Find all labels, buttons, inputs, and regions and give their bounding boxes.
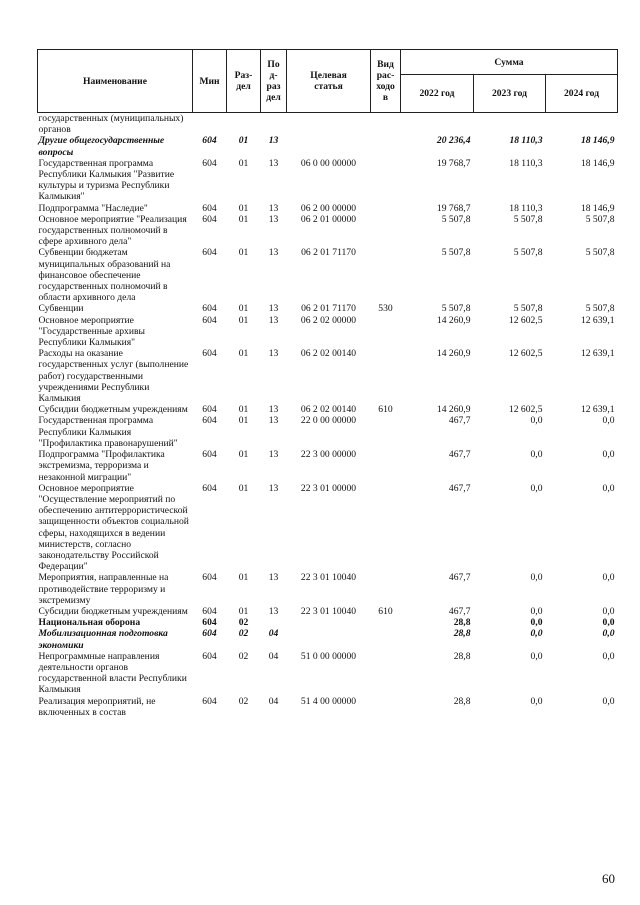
row-sum-2022: 28,8	[453, 650, 471, 662]
row-name: Расходы на оказание государственных услуг (выполнение работ) государственными учреждениями Республики Калмыкия	[38, 348, 189, 405]
col-name-header: Наименование	[38, 50, 193, 113]
row-section-code: 01	[238, 202, 249, 214]
table-row	[38, 651, 618, 696]
row-sum-2023: 0,0	[530, 695, 543, 707]
row-sum-2023: 12 602,5	[508, 404, 543, 416]
row-name: Другие общегосударственные вопросы	[38, 135, 165, 158]
row-sum-2023: 5 507,8	[513, 213, 543, 225]
table-row	[38, 303, 618, 314]
row-ministry-code: 604	[202, 303, 217, 315]
row-sum-2023: 0,0	[530, 628, 543, 640]
row-subsection-code: 13	[268, 314, 279, 326]
table-row	[38, 449, 618, 483]
table-body	[38, 113, 618, 718]
row-expense-type: 610	[378, 605, 393, 617]
row-section-code: 01	[238, 157, 249, 169]
row-sum-2022: 467,7	[448, 572, 471, 584]
row-sum-2024: 0,0	[602, 572, 615, 584]
row-target-article: 22 3 01 00000	[300, 482, 357, 494]
row-ministry-code: 604	[202, 404, 217, 416]
row-expense-type	[371, 696, 401, 718]
row-name: Подпрограмма "Наследие"	[38, 202, 148, 214]
row-ministry-code: 604	[202, 482, 217, 494]
row-name: Мобилизационная подготовка экономики	[38, 628, 168, 651]
row-sum-2024: 12 639,1	[580, 314, 615, 326]
row-sum-2023: 18 110,3	[509, 135, 543, 147]
row-sum-2022: 467,7	[448, 605, 471, 617]
row-expense-type	[371, 158, 401, 203]
row-expense-type	[371, 135, 401, 157]
row-sum-2024: 0,0	[602, 415, 615, 427]
row-target-article: 22 3 00 00000	[300, 449, 357, 461]
row-target-article	[287, 617, 371, 628]
row-sum-2023: 18 110,3	[509, 202, 543, 214]
row-sum-2022: 20 236,4	[436, 135, 471, 147]
table-row	[38, 606, 618, 617]
row-target-article: 06 0 00 00000	[300, 157, 357, 169]
row-sum-2024: 18 146,9	[580, 202, 615, 214]
row-target-article: 06 2 02 00140	[300, 404, 357, 416]
row-ministry-code: 604	[202, 449, 217, 461]
row-ministry-code: 604	[202, 314, 217, 326]
row-name: Субвенции бюджетам муниципальных образований на финансовое обеспечение государственных полномочий в области архивного дела	[38, 247, 171, 304]
row-sum-2022: 5 507,8	[441, 213, 471, 225]
row-section-code: 01	[238, 213, 249, 225]
col-vid-header: Вид рас- ходо в	[371, 50, 401, 113]
row-sum-2024: 0,0	[602, 628, 615, 640]
row-sum-2023: 0,0	[530, 482, 543, 494]
row-ministry-code: 604	[202, 605, 217, 617]
row-expense-type	[371, 628, 401, 650]
row-ministry-code: 604	[202, 617, 217, 629]
row-sum-2024: 0,0	[602, 482, 615, 494]
row-target-article: 22 3 01 10040	[300, 605, 357, 617]
row-subsection-code: 13	[268, 449, 279, 461]
row-name: Подпрограмма "Профилактика экстремизма, терроризма и незаконной миграции"	[38, 449, 165, 483]
row-sum-2023: 5 507,8	[513, 247, 543, 259]
row-ministry-code: 604	[202, 202, 217, 214]
row-sum-2023: 0,0	[530, 415, 543, 427]
row-target-article: 06 2 01 00000	[300, 213, 357, 225]
row-subsection-code	[261, 113, 287, 136]
col-sum-header: Сумма	[401, 50, 618, 75]
col-razdel-header: Раз- дел	[227, 50, 261, 113]
row-target-article: 06 2 02 00140	[300, 348, 357, 360]
row-sum-2022: 19 768,7	[436, 157, 471, 169]
row-sum-2022: 467,7	[448, 449, 471, 461]
row-sum-2024: 0,0	[602, 650, 615, 662]
row-sum-2023: 5 507,8	[513, 303, 543, 315]
row-expense-type	[371, 449, 401, 483]
row-sum-2022: 14 260,9	[436, 314, 471, 326]
row-sum-2022: 14 260,9	[436, 404, 471, 416]
row-name: Непрограммные направления деятельности органов государственной власти Республики Калмыкия	[38, 650, 187, 696]
row-subsection-code: 13	[268, 348, 279, 360]
row-name: Основное мероприятие "Осуществление мероприятий по обеспечению антитеррористической защищенности объектов социальной сферы, находящихся в ведении министерств, согласно законодательству Российской Федерации"	[38, 482, 189, 573]
table-row	[38, 696, 618, 718]
row-expense-type	[371, 572, 401, 606]
row-target-article: 51 0 00 00000	[300, 650, 357, 662]
row-section-code: 01	[238, 404, 249, 416]
table-row	[38, 483, 618, 573]
table-row	[38, 572, 618, 606]
row-subsection-code: 04	[268, 650, 279, 662]
row-sum-2022: 28,8	[453, 628, 471, 640]
row-subsection-code: 13	[268, 303, 279, 315]
row-subsection-code: 13	[268, 157, 279, 169]
row-section-code: 01	[238, 247, 249, 259]
table-row	[38, 315, 618, 349]
row-sum-2023: 0,0	[530, 572, 543, 584]
row-sum-2022: 28,8	[453, 695, 471, 707]
table-row	[38, 415, 618, 449]
row-target-article	[287, 135, 371, 157]
row-ministry-code: 604	[202, 695, 217, 707]
row-expense-type	[371, 617, 401, 628]
row-sum-2024	[546, 113, 618, 136]
row-subsection-code: 13	[268, 415, 279, 427]
row-sum-2024: 5 507,8	[585, 303, 615, 315]
row-ministry-code: 604	[202, 572, 217, 584]
row-name: Государственная программа Республики Калмыкия "Развитие культуры и туризма Республики Калмыкия"	[38, 157, 175, 203]
row-name: Субвенции	[38, 303, 84, 315]
table-row	[38, 113, 618, 136]
row-expense-type	[371, 483, 401, 573]
row-target-article: 51 4 00 00000	[300, 695, 357, 707]
row-subsection-code: 13	[268, 572, 279, 584]
row-sum-2024: 0,0	[602, 449, 615, 461]
row-name: Национальная оборона	[38, 617, 141, 629]
row-ministry-code: 604	[202, 348, 217, 360]
row-expense-type	[371, 247, 401, 303]
row-name: Реализация мероприятий, не включенных в состав	[38, 695, 156, 718]
row-subsection-code: 13	[268, 202, 279, 214]
row-target-article: 06 2 00 00000	[300, 202, 357, 214]
row-section-code: 01	[238, 449, 249, 461]
row-section-code: 02	[238, 695, 249, 707]
row-sum-2024: 0,0	[602, 617, 615, 629]
row-target-article: 06 2 02 00000	[300, 314, 357, 326]
row-expense-type	[371, 203, 401, 214]
row-ministry-code	[193, 113, 227, 136]
row-sum-2023: 0,0	[530, 617, 543, 629]
row-section-code: 02	[238, 617, 249, 629]
row-section-code	[227, 113, 261, 136]
row-sum-2023: 18 110,3	[509, 157, 543, 169]
table-row	[38, 348, 618, 404]
row-name: Основное мероприятие "Реализация государственных полномочий в сфере архивного дела"	[38, 213, 187, 248]
row-name: государственных (муниципальных) органов	[38, 113, 184, 136]
row-section-code: 01	[238, 303, 249, 315]
row-ministry-code: 604	[202, 650, 217, 662]
row-expense-type	[371, 651, 401, 696]
row-name: Государственная программа Республики Калмыкия "Профилактика правонарушений"	[38, 415, 178, 449]
row-sum-2023: 12 602,5	[508, 348, 543, 360]
row-target-article	[287, 628, 371, 650]
row-ministry-code: 604	[202, 247, 217, 259]
col-min-header: Мин	[193, 50, 227, 113]
row-ministry-code: 604	[202, 157, 217, 169]
row-sum-2022: 28,8	[453, 617, 471, 629]
row-sum-2023: 0,0	[530, 449, 543, 461]
row-subsection-code: 13	[268, 135, 279, 147]
row-name: Мероприятия, направленные на противодействие терроризму и экстремизму	[38, 572, 169, 606]
row-subsection-code	[261, 617, 287, 628]
row-ministry-code: 604	[202, 628, 217, 640]
table-row	[38, 247, 618, 303]
row-sum-2022: 467,7	[448, 415, 471, 427]
row-sum-2024: 12 639,1	[580, 404, 615, 416]
row-target-article: 06 2 01 71170	[301, 303, 356, 315]
col-2024-header: 2024 год	[546, 75, 618, 113]
row-sum-2023	[474, 113, 546, 136]
row-sum-2022: 19 768,7	[436, 202, 471, 214]
row-sum-2024: 18 146,9	[580, 157, 615, 169]
row-subsection-code: 13	[268, 213, 279, 225]
row-sum-2023: 0,0	[530, 650, 543, 662]
row-subsection-code: 13	[268, 404, 279, 416]
row-ministry-code: 604	[202, 415, 217, 427]
budget-table	[37, 49, 618, 718]
col-2022-header: 2022 год	[401, 75, 474, 113]
row-section-code: 01	[238, 348, 249, 360]
table-row	[38, 203, 618, 214]
row-expense-type	[371, 113, 401, 136]
row-name: Субсидии бюджетным учреждениям	[38, 605, 188, 617]
row-section-code: 01	[238, 135, 249, 147]
table-row	[38, 628, 618, 650]
row-sum-2024: 0,0	[602, 695, 615, 707]
table-row	[38, 214, 618, 248]
row-sum-2024: 5 507,8	[585, 213, 615, 225]
row-subsection-code: 04	[268, 695, 279, 707]
row-sum-2022	[401, 113, 474, 136]
table-row	[38, 158, 618, 203]
row-target-article	[287, 113, 371, 136]
row-section-code: 01	[238, 482, 249, 494]
page-number: 60	[602, 871, 615, 886]
row-expense-type	[371, 348, 401, 404]
row-ministry-code: 604	[202, 135, 217, 147]
row-name: Основное мероприятие "Государственные архивы Республики Калмыкия"	[38, 314, 145, 349]
row-section-code: 01	[238, 605, 249, 617]
row-sum-2022: 14 260,9	[436, 348, 471, 360]
col-2023-header: 2023 год	[474, 75, 546, 113]
row-section-code: 01	[238, 415, 249, 427]
row-subsection-code: 13	[268, 247, 279, 259]
row-subsection-code: 04	[268, 628, 279, 640]
row-section-code: 02	[238, 628, 249, 640]
table-row	[38, 135, 618, 157]
row-sum-2022: 5 507,8	[441, 247, 471, 259]
row-subsection-code: 13	[268, 482, 279, 494]
row-section-code: 01	[238, 572, 249, 584]
row-section-code: 01	[238, 314, 249, 326]
row-target-article: 22 3 01 10040	[300, 572, 357, 584]
table-row	[38, 617, 618, 628]
col-podrazdel-header: По д- раз дел	[261, 50, 287, 113]
row-target-article: 22 0 00 00000	[300, 415, 357, 427]
table-row	[38, 404, 618, 415]
row-sum-2024: 18 146,9	[580, 135, 615, 147]
row-sum-2023: 12 602,5	[508, 314, 543, 326]
row-subsection-code: 13	[268, 605, 279, 617]
row-name: Субсидии бюджетным учреждениям	[38, 404, 188, 416]
row-sum-2022: 5 507,8	[441, 303, 471, 315]
row-expense-type	[371, 415, 401, 449]
row-sum-2024: 0,0	[602, 605, 615, 617]
row-sum-2024: 5 507,8	[585, 247, 615, 259]
row-target-article: 06 2 01 71170	[301, 247, 356, 259]
row-sum-2024: 12 639,1	[580, 348, 615, 360]
row-expense-type: 530	[378, 303, 393, 315]
row-expense-type	[371, 315, 401, 349]
col-target-header: Целевая статья	[287, 50, 371, 113]
row-ministry-code: 604	[202, 213, 217, 225]
row-expense-type	[371, 214, 401, 248]
row-section-code: 02	[238, 650, 249, 662]
row-sum-2023: 0,0	[530, 605, 543, 617]
row-sum-2022: 467,7	[448, 482, 471, 494]
row-expense-type: 610	[378, 404, 393, 416]
